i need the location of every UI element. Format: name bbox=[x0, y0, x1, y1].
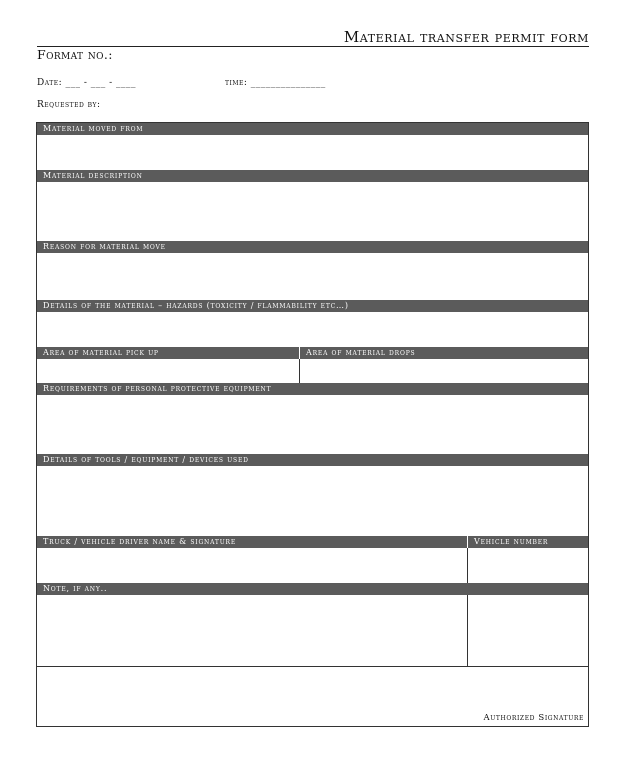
material-moved-from-header: Material moved from bbox=[37, 123, 588, 135]
drop-area-header: Area of material drops bbox=[299, 347, 588, 359]
reason-header: Reason for material move bbox=[37, 241, 588, 253]
vehicle-number-header: Vehicle number bbox=[467, 536, 588, 548]
material-description-header: Material description bbox=[37, 170, 588, 182]
pick-up-area-field[interactable] bbox=[37, 359, 299, 383]
form-title: Material transfer permit form bbox=[343, 28, 589, 46]
hazards-field[interactable] bbox=[37, 312, 588, 347]
note-header: Note, if any.. bbox=[37, 583, 588, 595]
note-divider bbox=[467, 595, 468, 666]
note-side-field[interactable] bbox=[468, 595, 588, 666]
ppe-header: Requirements of personal protective equipment bbox=[37, 383, 588, 395]
vehicle-number-field[interactable] bbox=[468, 548, 588, 583]
ppe-field[interactable] bbox=[37, 395, 588, 454]
permit-form-table bbox=[36, 122, 589, 727]
pick-drop-divider bbox=[299, 359, 300, 383]
driver-field[interactable] bbox=[37, 548, 467, 583]
reason-field[interactable] bbox=[37, 253, 588, 300]
format-number-label: Format no.: bbox=[37, 47, 113, 62]
drop-area-field[interactable] bbox=[300, 359, 588, 383]
note-field[interactable] bbox=[37, 595, 467, 666]
material-description-field[interactable] bbox=[37, 182, 588, 241]
tools-header: Details of tools / equipment / devices used bbox=[37, 454, 588, 466]
driver-header: Truck / vehicle driver name & signature bbox=[37, 536, 467, 548]
time-field[interactable]: time: _______________ bbox=[225, 78, 326, 88]
driver-vehicle-divider bbox=[467, 548, 468, 583]
date-field[interactable]: Date: ___ - ___ - ____ bbox=[37, 78, 137, 88]
material-moved-from-field[interactable] bbox=[37, 135, 588, 170]
hazards-header: Details of the material – hazards (toxicity / flammability etc…) bbox=[37, 300, 588, 312]
title-rule bbox=[37, 46, 589, 47]
tools-field[interactable] bbox=[37, 466, 588, 536]
signature-area[interactable] bbox=[37, 667, 588, 726]
authorized-signature-label: Authorized Signature bbox=[483, 713, 584, 723]
pick-up-area-header: Area of material pick up bbox=[37, 347, 299, 359]
requested-by-label: Requested by: bbox=[37, 100, 101, 110]
